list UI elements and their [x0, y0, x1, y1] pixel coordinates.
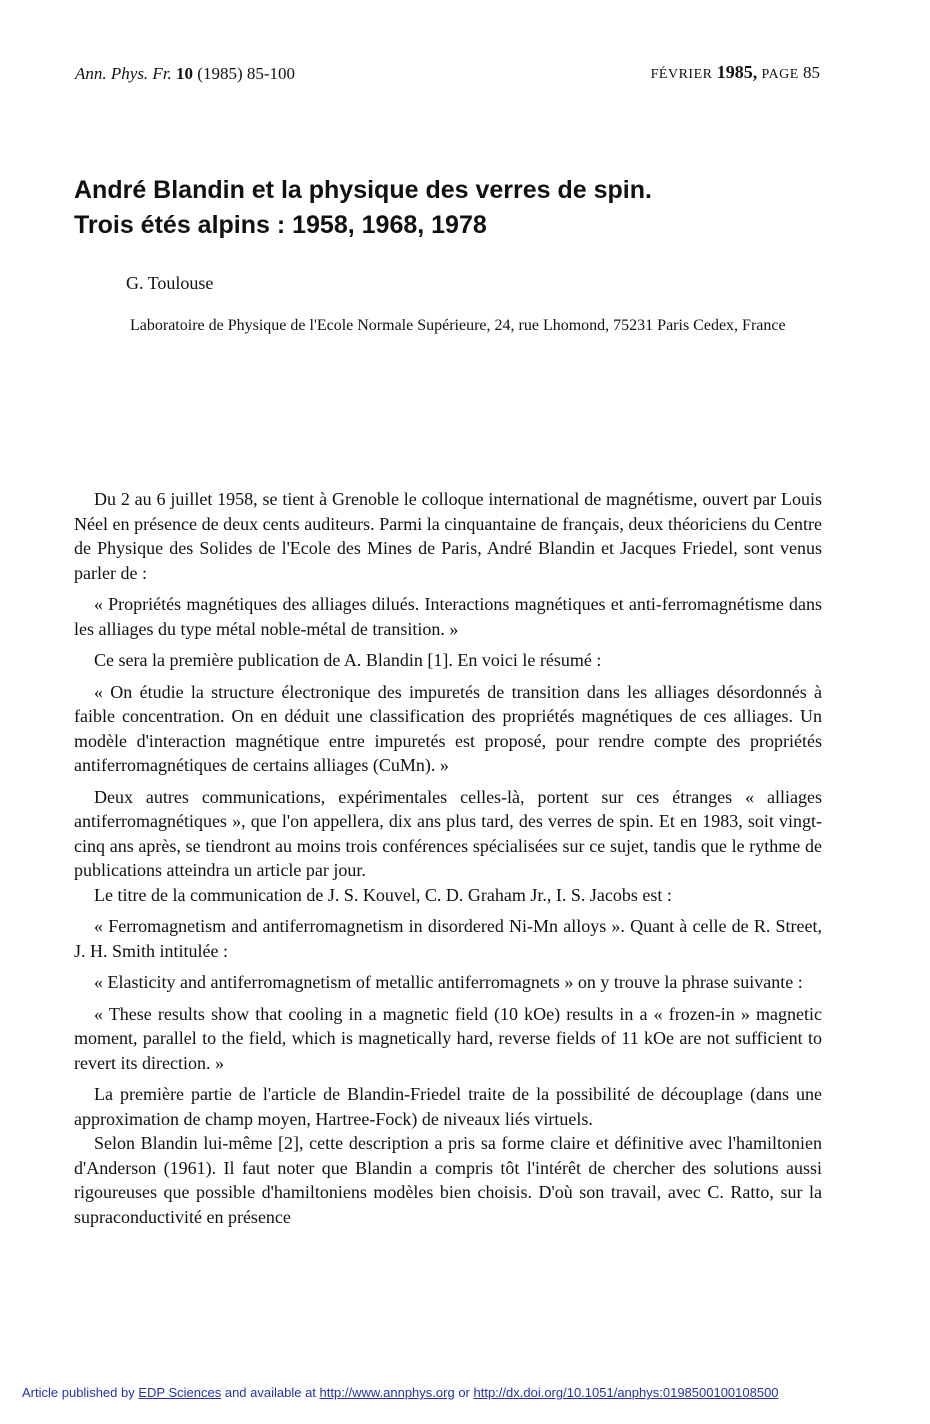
body-paragraph: Du 2 au 6 juillet 1958, se tient à Grenoble le colloque international de magnétisme, ouvert par Louis Néel en présence de deux cents auditeurs. Parmi la cinquantaine de français, deux théoriciens du Centre de Physique des Solides de l'Ecole des Mines de Paris, André Blandin et Jacques Friedel, sont venus parler de :: [74, 489, 822, 583]
article-title-line2: Trois étés alpins : 1958, 1968, 1978: [74, 211, 487, 239]
journal-volume: 10: [176, 64, 194, 83]
body-paragraph: Selon Blandin lui-même [2], cette description a pris sa forme claire et définitive avec l'hamiltonien d'Anderson (1961). Il faut noter que Blandin a compris tôt l'intérêt de chercher des solutions aussi rigoureuses que possible d'hamiltoniens modèles bien choisis. D'où son travail, avec C. Ratto, sur la supraconductivité en présence: [74, 1133, 822, 1227]
header-year: 1985,: [716, 62, 758, 82]
doi-link[interactable]: http://dx.doi.org/10.1051/anphys:0198500100108500: [473, 1385, 779, 1400]
body-paragraph: « These results show that cooling in a magnetic field (10 kOe) results in a « frozen-in » magnetic moment, parallel to the field, which is magnetically hard, reverse fields of 11 kOe are not sufficient to revert its direction. »: [74, 1003, 822, 1073]
header-page-number: 85: [803, 63, 820, 82]
journal-url-link[interactable]: http://www.annphys.org: [319, 1385, 455, 1400]
footer-prefix: Article published by: [22, 1385, 135, 1400]
body-paragraph: « On étudie la structure électronique des impuretés de transition dans les alliages désordonnés à faible concentration. On en déduit une classification des propriétés magnétiques de ces alliages. Un modèle d'interaction magnétique entre impuretés est proposé, pour rendre compte des propriétés antiferromagnétiques de certains alliages (CuMn). »: [74, 681, 822, 775]
body-paragraph: Deux autres communications, expérimentales celles-là, portent sur ces étranges « alliages antiferromagnétiques », que l'on appellera, dix ans plus tard, des verres de spin. Et en 1983, soit vingt-cinq ans après, se tiendront au moins trois conférences spécialisées sur ce sujet, tandis que le rythme de publications atteindra un article par jour.: [74, 786, 822, 880]
journal-name: Ann. Phys. Fr.: [75, 64, 172, 83]
article-body: [74, 487, 822, 1236]
body-paragraph: « Elasticity and antiferromagnetism of metallic antiferromagnets » on y trouve la phrase suivante :: [94, 972, 803, 992]
running-header-citation: [75, 64, 295, 84]
publication-footer: [22, 1385, 922, 1400]
footer-middle: and available at: [224, 1385, 316, 1400]
footer-or: or: [458, 1385, 470, 1400]
body-paragraph: Le titre de la communication de J. S. Kouvel, C. D. Graham Jr., I. S. Jacobs est :: [94, 884, 672, 905]
body-paragraph: Ce sera la première publication de A. Blandin [1]. En voici le résumé :: [94, 650, 602, 670]
body-paragraph: La première partie de l'article de Blandin-Friedel traite de la possibilité de découplage (dans une approximation de champ moyen, Hartree-Fock) de niveaux liés virtuels.: [74, 1084, 822, 1129]
author-affiliation: Laboratoire de Physique de l'Ecole Normale Supérieure, 24, rue Lhomond, 75231 Paris Cedex, France: [130, 317, 786, 334]
header-month: FÉVRIER: [650, 67, 713, 82]
article-title: [74, 173, 834, 243]
running-header-page: [651, 62, 820, 83]
header-page-label: PAGE: [761, 67, 799, 82]
article-title-line1: André Blandin et la physique des verres de spin.: [74, 176, 652, 204]
article-author: G. Toulouse: [126, 273, 214, 293]
body-paragraph: « Propriétés magnétiques des alliages dilués. Interactions magnétiques et anti-ferromagnétisme dans les alliages du type métal noble-métal de transition. »: [74, 594, 822, 639]
journal-year-pages: (1985) 85-100: [197, 64, 296, 83]
body-paragraph: « Ferromagnetism and antiferromagnetism in disordered Ni-Mn alloys ». Quant à celle de R. Street, J. H. Smith intitulée :: [74, 916, 822, 961]
publisher-link[interactable]: EDP Sciences: [138, 1385, 222, 1400]
